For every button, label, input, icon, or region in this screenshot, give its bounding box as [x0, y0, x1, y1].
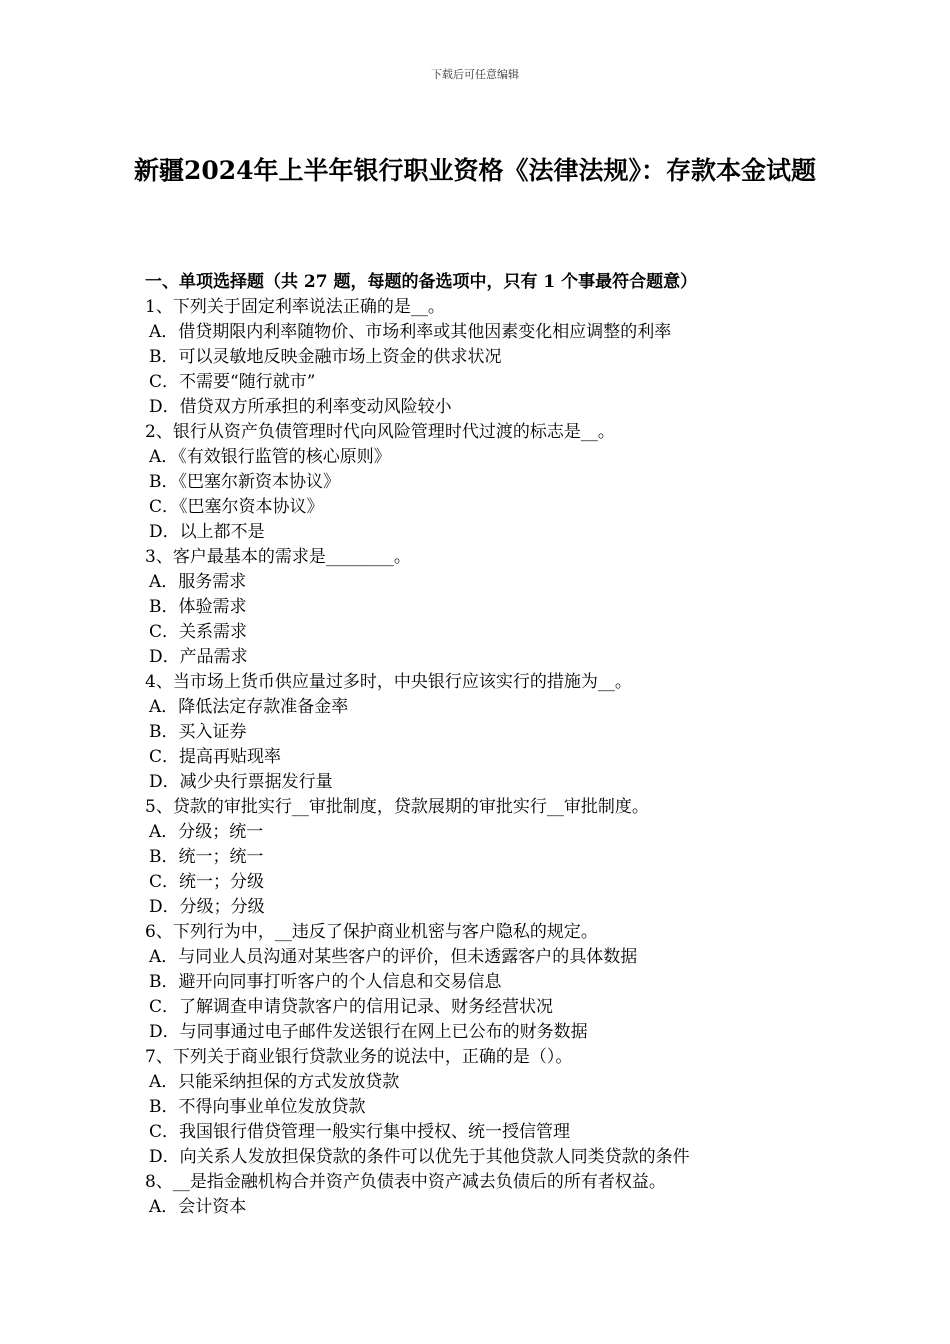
- answer-option: C．《巴塞尔资本协议》: [149, 497, 324, 517]
- question-stem: 8、__是指金融机构合并资产负债表中资产减去负债后的所有者权益。: [145, 1172, 666, 1192]
- question-stem: 5、贷款的审批实行__审批制度，贷款展期的审批实行__审批制度。: [145, 797, 649, 817]
- answer-option: A．借贷期限内利率随物价、市场利率或其他因素变化相应调整的利率: [149, 322, 672, 342]
- answer-option: A．分级；统一: [149, 822, 264, 842]
- question-block: [145, 1045, 845, 1170]
- answer-option: D．与同事通过电子邮件发送银行在网上已公布的财务数据: [149, 1022, 588, 1042]
- answer-option: C．不需要“随行就市”: [149, 372, 316, 392]
- question-block: [145, 920, 845, 1045]
- question-list: [145, 295, 845, 1220]
- answer-option: C．关系需求: [149, 622, 248, 642]
- answer-option: B．避开向同事打听客户的个人信息和交易信息: [149, 972, 502, 992]
- question-block: [145, 295, 845, 420]
- question-stem: 7、下列关于商业银行贷款业务的说法中，正确的是（）。: [145, 1047, 573, 1067]
- document-title: 新疆2024年上半年银行职业资格《法律法规》：存款本金试题: [133, 156, 817, 185]
- question-block: [145, 795, 845, 920]
- answer-option: B．不得向事业单位发放贷款: [149, 1097, 366, 1117]
- answer-option: D．向关系人发放担保贷款的条件可以优先于其他贷款人同类贷款的条件: [149, 1147, 690, 1167]
- answer-option: B．买入证券: [149, 722, 247, 742]
- question-block: [145, 1170, 845, 1220]
- answer-option: A．《有效银行监管的核心原则》: [149, 447, 391, 467]
- answer-option: D．以上都不是: [149, 522, 265, 542]
- answer-option: D．减少央行票据发行量: [149, 772, 333, 792]
- question-stem: 3、客户最基本的需求是________。: [145, 547, 411, 567]
- question-block: [145, 670, 845, 795]
- answer-option: A．降低法定存款准备金率: [149, 697, 349, 717]
- answer-option: B．体验需求: [149, 597, 247, 617]
- answer-option: A．会计资本: [149, 1197, 247, 1217]
- answer-option: C．统一；分级: [149, 872, 265, 892]
- answer-option: A．只能采纳担保的方式发放贷款: [149, 1072, 400, 1092]
- question-stem: 6、下列行为中，__违反了保护商业机密与客户隐私的规定。: [145, 922, 598, 942]
- answer-option: C．我国银行借贷管理一般实行集中授权、统一授信管理: [149, 1122, 571, 1142]
- answer-option: D．借贷双方所承担的利率变动风险较小: [149, 397, 452, 417]
- answer-option: A．与同业人员沟通对某些客户的评价，但未透露客户的具体数据: [149, 947, 638, 967]
- question-stem: 1、下列关于固定利率说法正确的是__。: [145, 297, 445, 317]
- question-stem: 2、银行从资产负债管理时代向风险管理时代过渡的标志是__。: [145, 422, 615, 442]
- answer-option: C．提高再贴现率: [149, 747, 282, 767]
- section-heading: 一、单项选择题（共 27 题，每题的备选项中，只有 1 个事最符合题意）: [145, 272, 698, 292]
- answer-option: B．可以灵敏地反映金融市场上资金的供求状况: [149, 347, 502, 367]
- question-stem: 4、当市场上货币供应量过多时，中央银行应该实行的措施为__。: [145, 672, 632, 692]
- answer-option: C．了解调查申请贷款客户的信用记录、财务经营状况: [149, 997, 554, 1017]
- answer-option: B．统一；统一: [149, 847, 264, 867]
- answer-option: A．服务需求: [149, 572, 247, 592]
- answer-option: B．《巴塞尔新资本协议》: [149, 472, 340, 492]
- document-body: [145, 270, 845, 1220]
- question-block: [145, 545, 845, 670]
- answer-option: D．产品需求: [149, 647, 248, 667]
- answer-option: D．分级；分级: [149, 897, 265, 917]
- header-note: 下载后可任意编辑: [431, 68, 519, 81]
- question-block: [145, 420, 845, 545]
